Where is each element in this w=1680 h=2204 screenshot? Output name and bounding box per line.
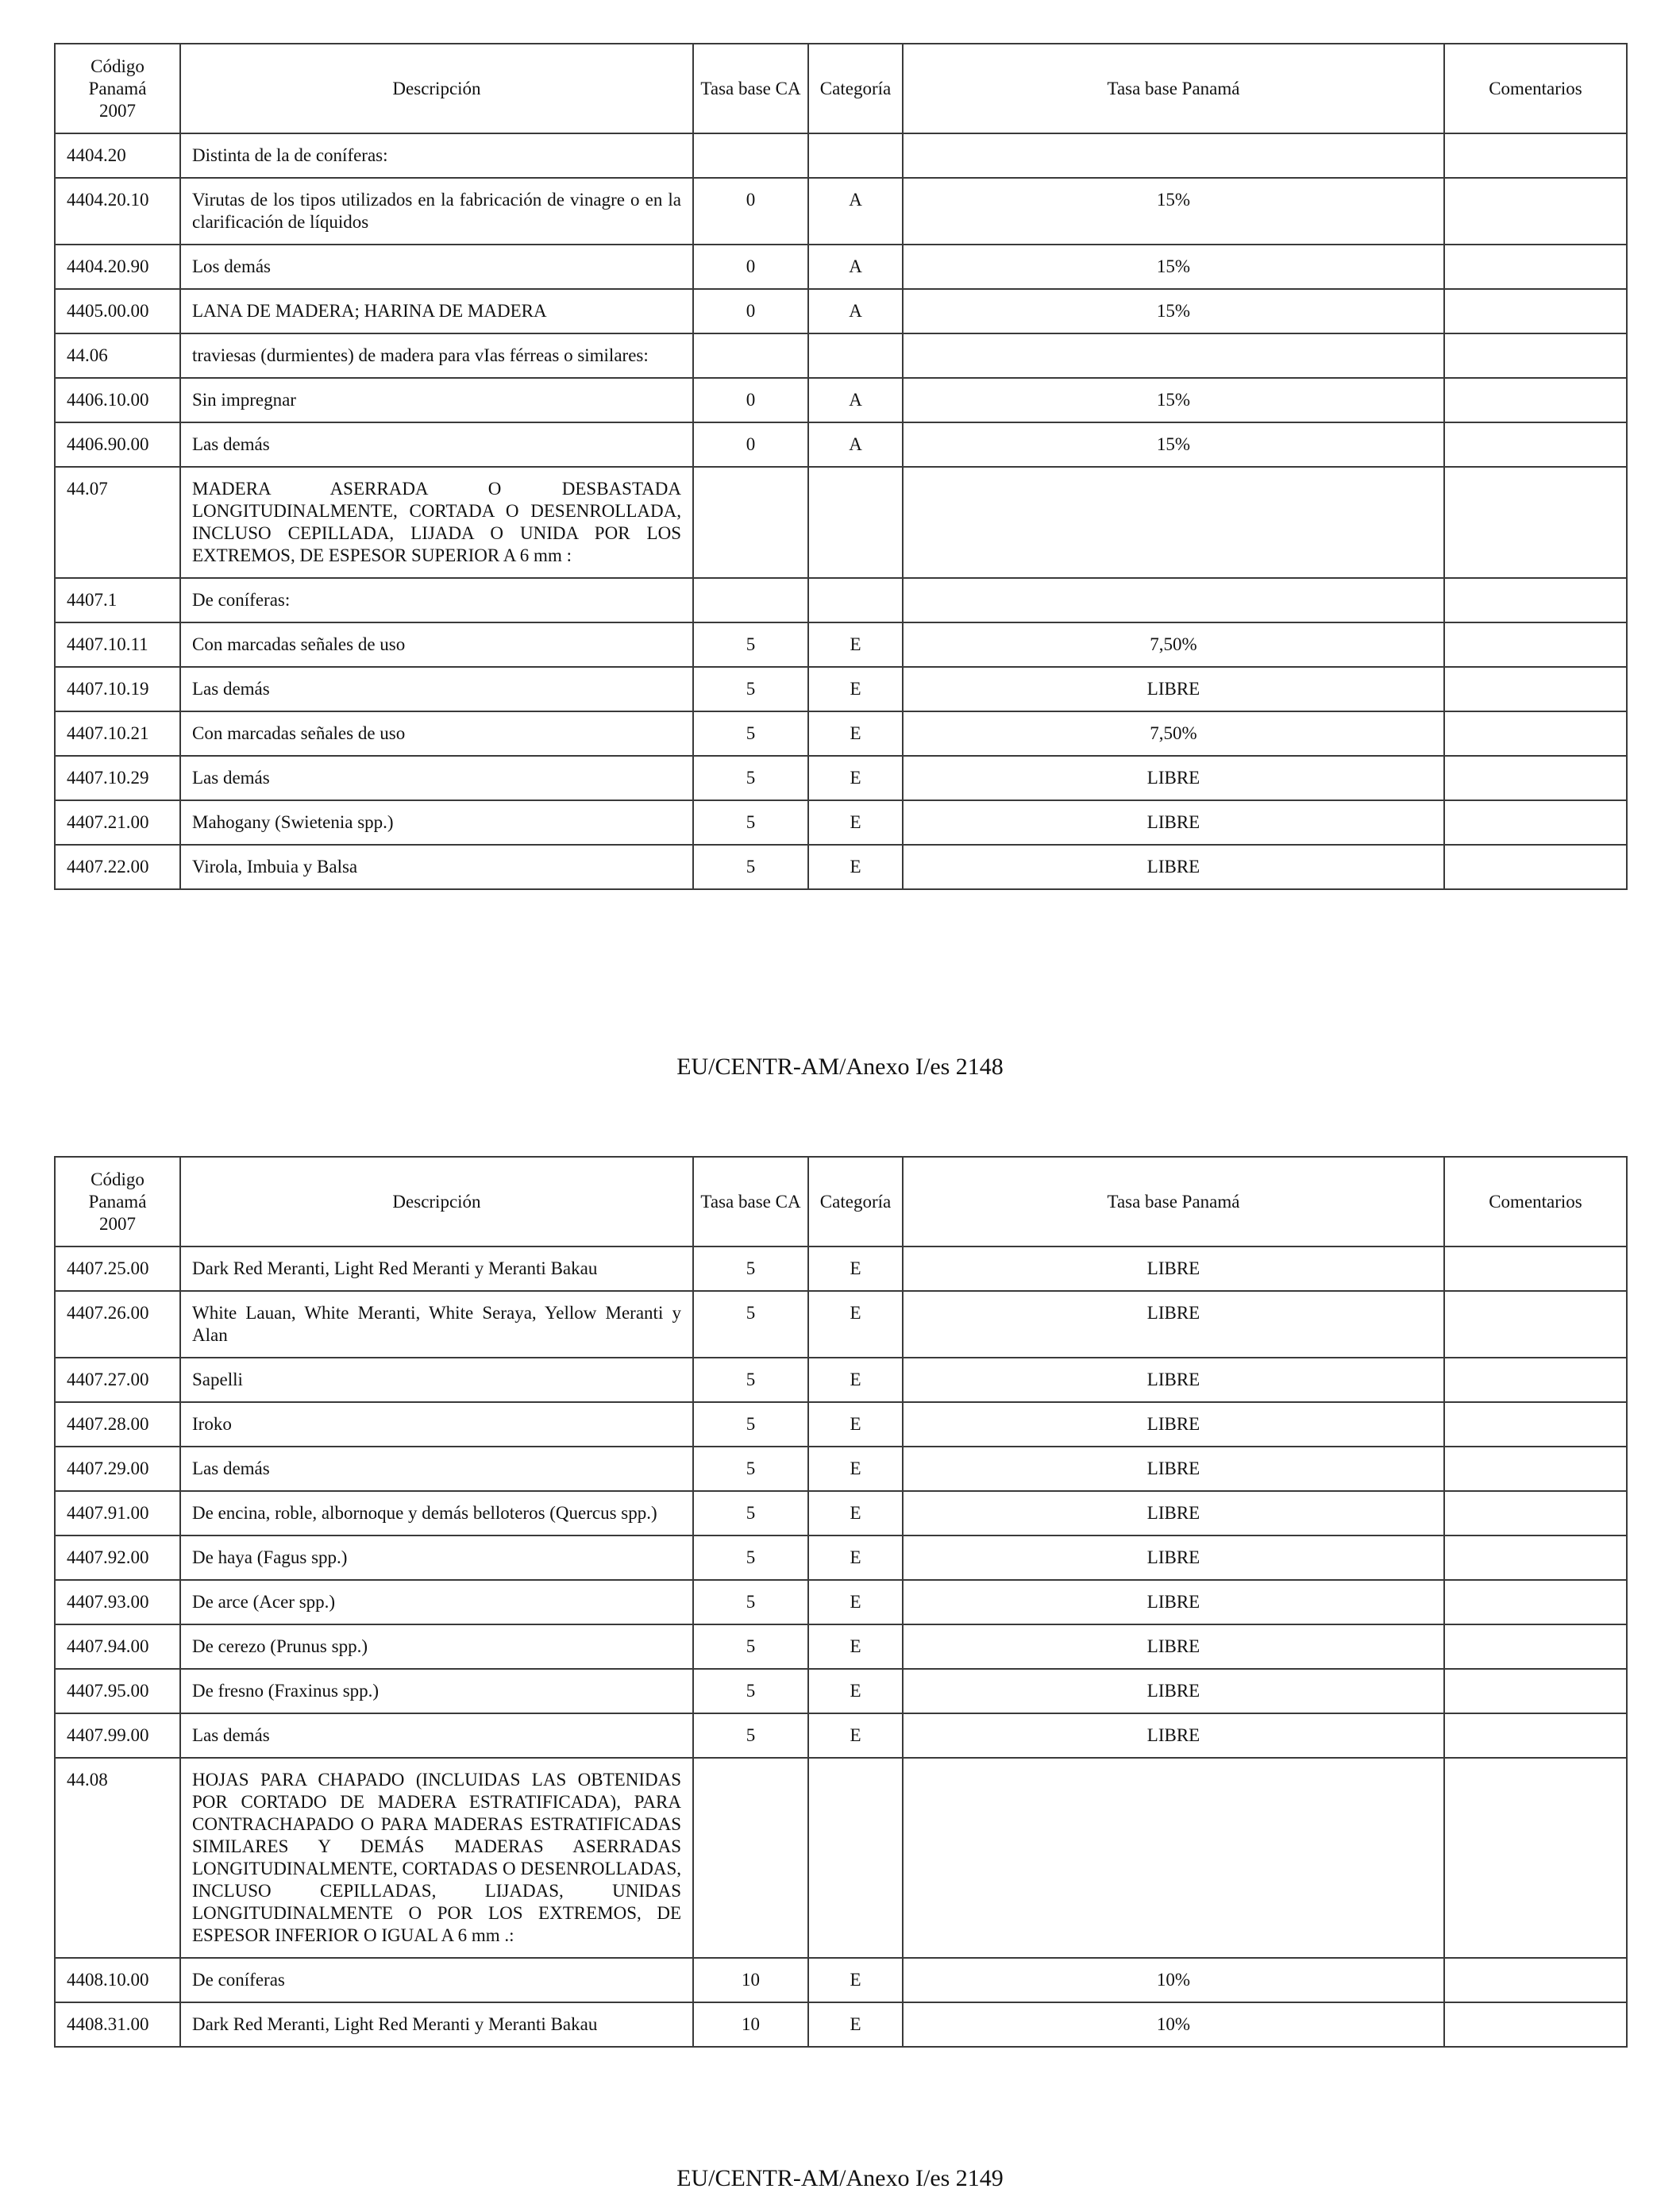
- cell-comments: [1444, 800, 1627, 845]
- table-row: [55, 800, 1627, 845]
- header-code: Código Panamá 2007: [55, 1157, 180, 1246]
- table-row: [55, 1358, 1627, 1402]
- cell-rate-ca: 10: [693, 1958, 808, 2002]
- cell-category: E: [808, 1402, 903, 1447]
- cell-description: Las demás: [180, 756, 693, 800]
- table-row: [55, 1447, 1627, 1491]
- cell-comments: [1444, 378, 1627, 422]
- cell-rate-ca: 0: [693, 289, 808, 333]
- table-row: [55, 1713, 1627, 1758]
- table-row: [55, 1580, 1627, 1624]
- cell-category: [808, 133, 903, 178]
- cell-rate-ca: 10: [693, 2002, 808, 2047]
- table-row: [55, 378, 1627, 422]
- cell-comments: [1444, 1758, 1627, 1958]
- cell-category: E: [808, 1491, 903, 1535]
- cell-comments: [1444, 2002, 1627, 2047]
- cell-rate-ca: 5: [693, 1491, 808, 1535]
- cell-description: Las demás: [180, 1713, 693, 1758]
- table-row: [55, 1758, 1627, 1958]
- table-row: [55, 1624, 1627, 1669]
- cell-rate-ca: 5: [693, 845, 808, 889]
- cell-category: A: [808, 378, 903, 422]
- cell-comments: [1444, 1535, 1627, 1580]
- table-row: [55, 711, 1627, 756]
- cell-code: 4406.10.00: [55, 378, 180, 422]
- table-body: [55, 133, 1627, 889]
- cell-category: E: [808, 1535, 903, 1580]
- cell-code: 4407.26.00: [55, 1291, 180, 1358]
- cell-code: 4404.20: [55, 133, 180, 178]
- cell-comments: [1444, 1624, 1627, 1669]
- cell-rate-panama: LIBRE: [903, 1624, 1444, 1669]
- header-comments: Comentarios: [1444, 1157, 1627, 1246]
- cell-rate-panama: 7,50%: [903, 711, 1444, 756]
- cell-comments: [1444, 1358, 1627, 1402]
- cell-category: E: [808, 1447, 903, 1491]
- cell-code: 4407.95.00: [55, 1669, 180, 1713]
- header-rate-panama: Tasa base Panamá: [903, 1157, 1444, 1246]
- cell-category: E: [808, 1580, 903, 1624]
- cell-rate-panama: LIBRE: [903, 667, 1444, 711]
- cell-comments: [1444, 289, 1627, 333]
- cell-comments: [1444, 622, 1627, 667]
- cell-code: 4407.99.00: [55, 1713, 180, 1758]
- cell-category: [808, 467, 903, 578]
- cell-category: E: [808, 1246, 903, 1291]
- cell-rate-panama: LIBRE: [903, 1713, 1444, 1758]
- cell-category: E: [808, 1624, 903, 1669]
- cell-rate-panama: LIBRE: [903, 1447, 1444, 1491]
- page-footer: EU/CENTR-AM/Anexo I/es 2148: [676, 1054, 1004, 1080]
- table-header: [55, 44, 1627, 133]
- cell-rate-ca: 5: [693, 1291, 808, 1358]
- table-row: [55, 845, 1627, 889]
- cell-description: MADERA ASERRADA O DESBASTADA LONGITUDINALMENTE, CORTADA O DESENROLLADA, INCLUSO CEPILLADA, LIJADA O UNIDA POR LOS EXTREMOS, DE ESPESOR SUPERIOR A 6 mm :: [180, 467, 693, 578]
- cell-rate-ca: 5: [693, 1447, 808, 1491]
- cell-category: A: [808, 289, 903, 333]
- header-category: Categoría: [808, 44, 903, 133]
- cell-rate-panama: [903, 578, 1444, 622]
- cell-rate-panama: LIBRE: [903, 1491, 1444, 1535]
- cell-rate-panama: LIBRE: [903, 1358, 1444, 1402]
- cell-description: De cerezo (Prunus spp.): [180, 1624, 693, 1669]
- cell-category: E: [808, 1713, 903, 1758]
- cell-description: Las demás: [180, 422, 693, 467]
- cell-category: E: [808, 1291, 903, 1358]
- cell-description: Con marcadas señales de uso: [180, 711, 693, 756]
- cell-description: Las demás: [180, 1447, 693, 1491]
- cell-rate-ca: [693, 467, 808, 578]
- cell-comments: [1444, 1402, 1627, 1447]
- cell-description: Iroko: [180, 1402, 693, 1447]
- cell-rate-ca: 5: [693, 1246, 808, 1291]
- cell-description: Dark Red Meranti, Light Red Meranti y Meranti Bakau: [180, 2002, 693, 2047]
- cell-comments: [1444, 711, 1627, 756]
- cell-rate-ca: 5: [693, 1358, 808, 1402]
- tariff-table-page-2149: [54, 1156, 1628, 2048]
- table-row: [55, 1291, 1627, 1358]
- cell-code: 4407.92.00: [55, 1535, 180, 1580]
- cell-rate-panama: 15%: [903, 378, 1444, 422]
- cell-description: Las demás: [180, 667, 693, 711]
- cell-comments: [1444, 845, 1627, 889]
- cell-comments: [1444, 1246, 1627, 1291]
- header-category: Categoría: [808, 1157, 903, 1246]
- cell-rate-ca: 5: [693, 667, 808, 711]
- cell-category: E: [808, 1358, 903, 1402]
- cell-category: A: [808, 422, 903, 467]
- header-description: Descripción: [180, 1157, 693, 1246]
- cell-code: 4407.93.00: [55, 1580, 180, 1624]
- cell-description: De fresno (Fraxinus spp.): [180, 1669, 693, 1713]
- cell-description: Sapelli: [180, 1358, 693, 1402]
- cell-rate-ca: [693, 578, 808, 622]
- cell-category: E: [808, 2002, 903, 2047]
- cell-code: 4407.29.00: [55, 1447, 180, 1491]
- cell-description: Distinta de la de coníferas:: [180, 133, 693, 178]
- cell-comments: [1444, 333, 1627, 378]
- cell-category: E: [808, 1669, 903, 1713]
- cell-rate-ca: 5: [693, 1624, 808, 1669]
- cell-rate-ca: 5: [693, 1535, 808, 1580]
- cell-comments: [1444, 245, 1627, 289]
- cell-comments: [1444, 578, 1627, 622]
- table-row: [55, 178, 1627, 245]
- cell-rate-panama: 7,50%: [903, 622, 1444, 667]
- cell-description: Mahogany (Swietenia spp.): [180, 800, 693, 845]
- cell-comments: [1444, 667, 1627, 711]
- cell-code: 4407.10.29: [55, 756, 180, 800]
- header-comments: Comentarios: [1444, 44, 1627, 133]
- cell-comments: [1444, 1291, 1627, 1358]
- table-row: [55, 1958, 1627, 2002]
- cell-code: 4407.10.11: [55, 622, 180, 667]
- cell-description: Virola, Imbuia y Balsa: [180, 845, 693, 889]
- cell-rate-ca: [693, 333, 808, 378]
- header-rate-ca: Tasa base CA: [693, 44, 808, 133]
- cell-code: 4406.90.00: [55, 422, 180, 467]
- table-row: [55, 245, 1627, 289]
- cell-description: Con marcadas señales de uso: [180, 622, 693, 667]
- table-row: [55, 1669, 1627, 1713]
- cell-description: De coníferas: [180, 1958, 693, 2002]
- header-description: Descripción: [180, 44, 693, 133]
- cell-rate-panama: LIBRE: [903, 1291, 1444, 1358]
- cell-code: 4407.25.00: [55, 1246, 180, 1291]
- cell-rate-ca: 5: [693, 756, 808, 800]
- table-row: [55, 2002, 1627, 2047]
- tariff-table-page-2148: [54, 43, 1628, 890]
- cell-rate-panama: LIBRE: [903, 756, 1444, 800]
- cell-description: De encina, roble, albornoque y demás belloteros (Quercus spp.): [180, 1491, 693, 1535]
- cell-rate-panama: 15%: [903, 245, 1444, 289]
- cell-category: E: [808, 622, 903, 667]
- cell-description: White Lauan, White Meranti, White Seraya, Yellow Meranti y Alan: [180, 1291, 693, 1358]
- cell-description: LANA DE MADERA; HARINA DE MADERA: [180, 289, 693, 333]
- cell-code: 4407.21.00: [55, 800, 180, 845]
- cell-rate-ca: 5: [693, 1580, 808, 1624]
- cell-rate-panama: [903, 133, 1444, 178]
- cell-comments: [1444, 1580, 1627, 1624]
- cell-comments: [1444, 133, 1627, 178]
- cell-rate-panama: 10%: [903, 1958, 1444, 2002]
- cell-code: 4405.00.00: [55, 289, 180, 333]
- cell-code: 4407.10.19: [55, 667, 180, 711]
- cell-code: 44.06: [55, 333, 180, 378]
- cell-description: Virutas de los tipos utilizados en la fabricación de vinagre o en la clarificación de líquidos: [180, 178, 693, 245]
- cell-rate-ca: 0: [693, 178, 808, 245]
- cell-code: 4408.31.00: [55, 2002, 180, 2047]
- table-row: [55, 133, 1627, 178]
- cell-rate-panama: [903, 333, 1444, 378]
- table-row: [55, 1491, 1627, 1535]
- cell-comments: [1444, 1669, 1627, 1713]
- cell-rate-ca: 5: [693, 800, 808, 845]
- table-row: [55, 756, 1627, 800]
- cell-category: [808, 578, 903, 622]
- cell-description: De haya (Fagus spp.): [180, 1535, 693, 1580]
- cell-comments: [1444, 1958, 1627, 2002]
- header-rate-panama: Tasa base Panamá: [903, 44, 1444, 133]
- cell-rate-panama: LIBRE: [903, 1535, 1444, 1580]
- cell-description: HOJAS PARA CHAPADO (INCLUIDAS LAS OBTENIDAS POR CORTADO DE MADERA ESTRATIFICADA), PARA CONTRACHAPADO O PARA MADERAS ESTRATIFICADAS SIMILARES Y DEMÁS MADERAS ASERRADAS LONGITUDINALMENTE, CORTADAS O DESENROLLADAS, INCLUSO CEPILLADAS, LIJADAS, UNIDAS LONGITUDINALMENTE O POR LOS EXTREMOS, DE ESPESOR INFERIOR O IGUAL A 6 mm .:: [180, 1758, 693, 1958]
- cell-category: [808, 1758, 903, 1958]
- cell-comments: [1444, 1491, 1627, 1535]
- cell-code: 4407.1: [55, 578, 180, 622]
- cell-rate-panama: 15%: [903, 178, 1444, 245]
- cell-category: E: [808, 756, 903, 800]
- cell-description: Sin impregnar: [180, 378, 693, 422]
- cell-rate-ca: 5: [693, 711, 808, 756]
- table-row: [55, 1535, 1627, 1580]
- page-footer: EU/CENTR-AM/Anexo I/es 2149: [676, 2165, 1004, 2191]
- cell-category: E: [808, 711, 903, 756]
- cell-rate-panama: 15%: [903, 422, 1444, 467]
- cell-code: 4407.28.00: [55, 1402, 180, 1447]
- table-body: [55, 1246, 1627, 2047]
- cell-rate-ca: 5: [693, 1402, 808, 1447]
- cell-comments: [1444, 467, 1627, 578]
- cell-rate-ca: 5: [693, 622, 808, 667]
- cell-comments: [1444, 422, 1627, 467]
- cell-rate-panama: LIBRE: [903, 800, 1444, 845]
- cell-category: [808, 333, 903, 378]
- table-row: [55, 622, 1627, 667]
- cell-category: A: [808, 245, 903, 289]
- cell-comments: [1444, 1447, 1627, 1491]
- cell-code: 4407.22.00: [55, 845, 180, 889]
- header-code: Código Panamá 2007: [55, 44, 180, 133]
- cell-code: 44.08: [55, 1758, 180, 1958]
- cell-description: Los demás: [180, 245, 693, 289]
- cell-rate-panama: [903, 1758, 1444, 1958]
- cell-category: A: [808, 178, 903, 245]
- cell-category: E: [808, 1958, 903, 2002]
- cell-rate-ca: 0: [693, 245, 808, 289]
- cell-code: 4404.20.10: [55, 178, 180, 245]
- table-row: [55, 289, 1627, 333]
- cell-rate-ca: [693, 133, 808, 178]
- table-row: [55, 422, 1627, 467]
- cell-category: E: [808, 845, 903, 889]
- cell-rate-ca: [693, 1758, 808, 1958]
- cell-code: 4407.27.00: [55, 1358, 180, 1402]
- cell-rate-panama: 10%: [903, 2002, 1444, 2047]
- cell-rate-panama: LIBRE: [903, 1402, 1444, 1447]
- cell-comments: [1444, 1713, 1627, 1758]
- table-row: [55, 333, 1627, 378]
- cell-rate-ca: 5: [693, 1713, 808, 1758]
- header-rate-ca: Tasa base CA: [693, 1157, 808, 1246]
- cell-rate-panama: 15%: [903, 289, 1444, 333]
- cell-code: 4407.91.00: [55, 1491, 180, 1535]
- cell-code: 4407.94.00: [55, 1624, 180, 1669]
- cell-rate-panama: LIBRE: [903, 1246, 1444, 1291]
- cell-description: traviesas (durmientes) de madera para vIas férreas o similares:: [180, 333, 693, 378]
- cell-code: 4407.10.21: [55, 711, 180, 756]
- cell-comments: [1444, 756, 1627, 800]
- table-row: [55, 667, 1627, 711]
- cell-rate-panama: LIBRE: [903, 1580, 1444, 1624]
- cell-rate-ca: 0: [693, 422, 808, 467]
- table-header: [55, 1157, 1627, 1246]
- cell-rate-panama: LIBRE: [903, 845, 1444, 889]
- cell-category: E: [808, 800, 903, 845]
- cell-code: 4404.20.90: [55, 245, 180, 289]
- cell-rate-ca: 0: [693, 378, 808, 422]
- table-row: [55, 467, 1627, 578]
- cell-comments: [1444, 178, 1627, 245]
- cell-category: E: [808, 667, 903, 711]
- cell-code: 4408.10.00: [55, 1958, 180, 2002]
- cell-description: Dark Red Meranti, Light Red Meranti y Meranti Bakau: [180, 1246, 693, 1291]
- cell-description: De coníferas:: [180, 578, 693, 622]
- table-row: [55, 1246, 1627, 1291]
- cell-rate-panama: LIBRE: [903, 1669, 1444, 1713]
- cell-rate-ca: 5: [693, 1669, 808, 1713]
- table-row: [55, 578, 1627, 622]
- table-row: [55, 1402, 1627, 1447]
- cell-code: 44.07: [55, 467, 180, 578]
- cell-rate-panama: [903, 467, 1444, 578]
- cell-description: De arce (Acer spp.): [180, 1580, 693, 1624]
